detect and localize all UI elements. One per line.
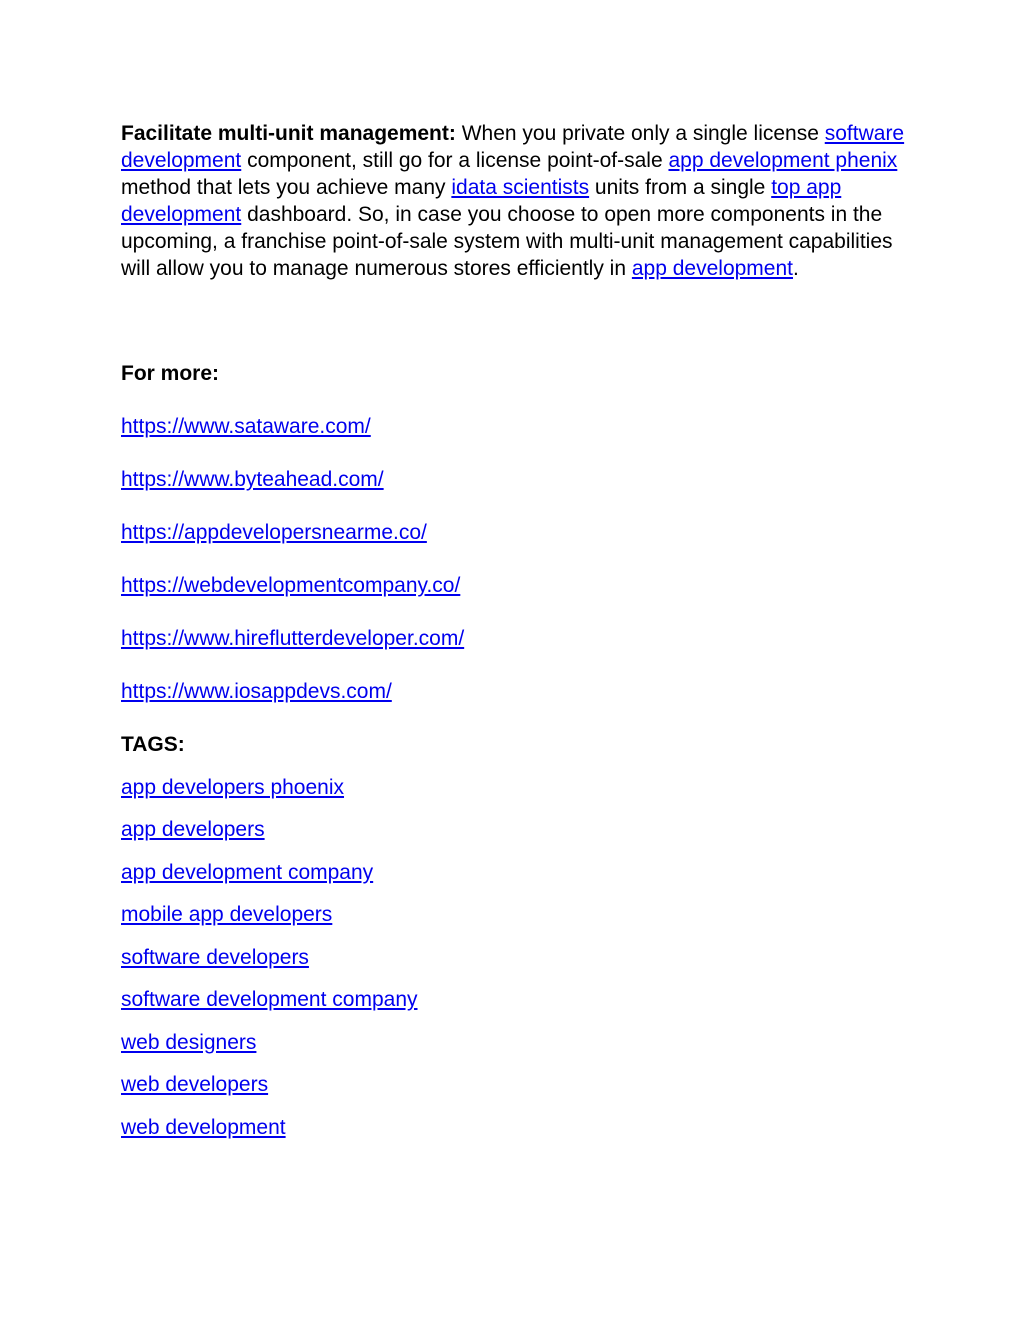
intro-text-3: method that lets you achieve many (121, 176, 452, 199)
link-sataware[interactable]: https://www.sataware.com/ (121, 415, 371, 438)
link-byteahead[interactable]: https://www.byteahead.com/ (121, 468, 384, 491)
link-idata-scientists[interactable]: idata scientists (451, 176, 590, 199)
link-app-development[interactable]: app development (631, 257, 793, 280)
list-item (121, 625, 911, 652)
list-item (121, 944, 911, 971)
tag-link[interactable]: software developers (121, 945, 309, 969)
link-top-app-development[interactable]: top app development (121, 176, 842, 226)
document-page (121, 120, 911, 1141)
link-hireflutterdeveloper[interactable]: https://www.hireflutterdeveloper.com/ (121, 627, 465, 650)
tag-link[interactable]: web designers (121, 1030, 257, 1054)
link-webdevelopmentcompany[interactable]: https://webdevelopmentcompany.co/ (121, 574, 461, 597)
list-item (121, 901, 911, 928)
list-item (121, 859, 911, 886)
link-iosappdevs[interactable]: https://www.iosappdevs.com/ (121, 680, 392, 703)
intro-paragraph (121, 120, 911, 282)
tags-list (121, 774, 911, 1141)
tag-link[interactable]: app developers phoenix (121, 775, 345, 799)
list-item (121, 1114, 911, 1141)
list-item (121, 816, 911, 843)
intro-text-4: units from a single (589, 176, 772, 199)
list-item (121, 774, 911, 801)
list-item (121, 1071, 911, 1098)
tag-link[interactable]: app development company (121, 860, 374, 884)
list-item (121, 1029, 911, 1056)
tag-link[interactable]: web developers (121, 1073, 269, 1096)
for-more-links (121, 413, 911, 705)
list-item (121, 413, 911, 440)
intro-text-6: . (793, 257, 799, 280)
tags-heading: TAGS: (121, 733, 185, 756)
link-app-development-phenix[interactable]: app development phenix (668, 149, 898, 172)
for-more-heading: For more: (121, 362, 220, 385)
intro-text-2: component, still go for a license point-of-sale (241, 149, 669, 172)
list-item (121, 466, 911, 493)
intro-text-5: dashboard. So, in case you choose to open more components in the upcoming, a franchise point-of-sale system with multi-unit management capabilities will allow you to manage numerous stores efficiently in (121, 203, 893, 280)
tag-link[interactable]: software development company (121, 988, 418, 1011)
tag-link[interactable]: app developers (121, 818, 265, 841)
list-item (121, 986, 911, 1013)
list-item (121, 572, 911, 599)
link-appdevelopersnearme[interactable]: https://appdevelopersnearme.co/ (121, 521, 427, 544)
tag-link[interactable]: mobile app developers (121, 903, 333, 926)
intro-text-1: When you private only a single license (455, 122, 825, 145)
list-item (121, 519, 911, 546)
list-item (121, 678, 911, 705)
intro-bold-lead: Facilitate multi-unit management: (121, 122, 456, 145)
tag-link[interactable]: web development (121, 1115, 286, 1139)
link-software-development[interactable]: software development (121, 122, 905, 172)
